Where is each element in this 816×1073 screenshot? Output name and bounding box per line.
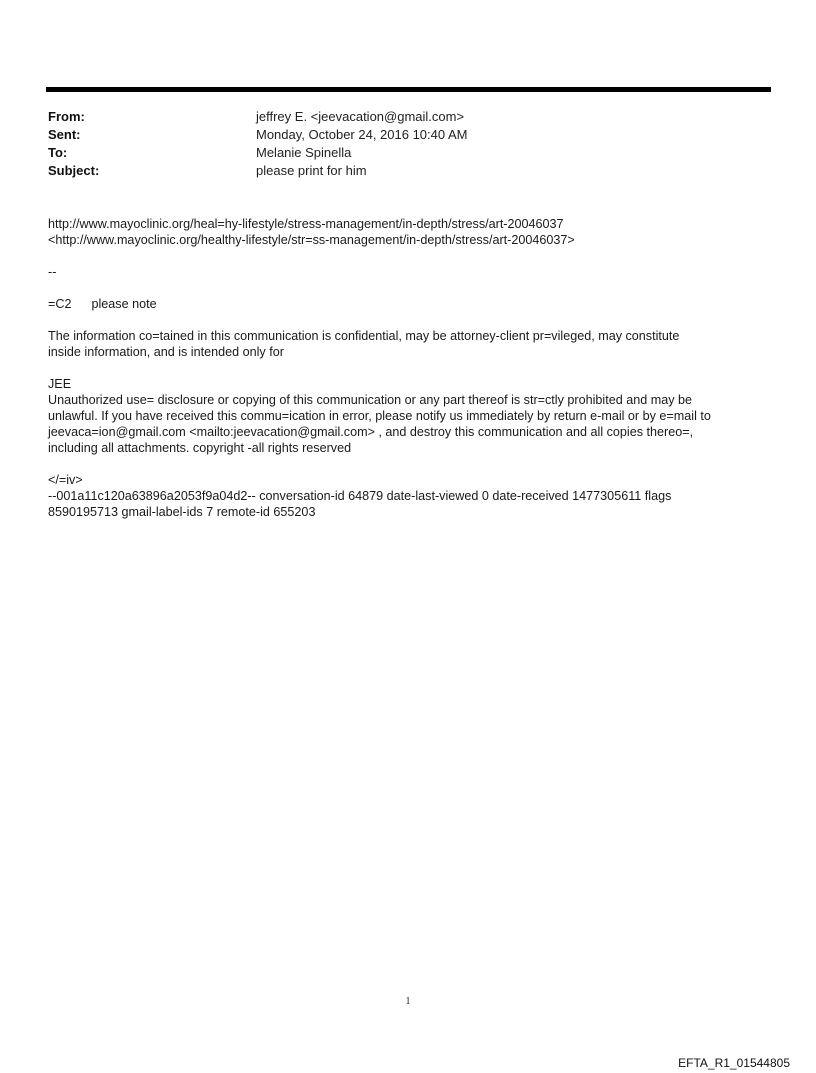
unauthorized-line-3: jeevaca=ion@gmail.com <mailto:jeevacation@gmail.com> , and destroy this communication and all copies thereo=, xyxy=(48,425,694,439)
document-id: EFTA_R1_01544805 xyxy=(678,1056,790,1070)
sent-value: Monday, October 24, 2016 10:40 AM xyxy=(256,127,468,142)
jee-line: JEE xyxy=(48,377,72,391)
sent-row xyxy=(48,126,768,144)
meta-line-1: --001a11c120a63896a2053f9a04d2-- conversation-id 64879 date-last-viewed 0 date-received 1477305611 flags xyxy=(48,489,672,503)
note-text: please note xyxy=(91,297,157,311)
page-number: 1 xyxy=(405,996,411,1007)
subject-row xyxy=(48,162,768,180)
confidential-line-1: The information co=tained in this communication is confidential, may be attorney-client pr=vileged, may constitute xyxy=(48,329,680,343)
separator-line: -- xyxy=(48,265,57,279)
url-line-1: http://www.mayoclinic.org/heal=hy-lifestyle/stress-management/in-depth/stress/art-20046037 xyxy=(48,217,564,231)
email-body xyxy=(48,216,778,520)
to-row xyxy=(48,144,768,162)
from-row xyxy=(48,108,768,126)
note-prefix: =C2 xyxy=(48,297,72,311)
unauthorized-line-4: including all attachments. copyright -all rights reserved xyxy=(48,441,352,455)
subject-label: Subject: xyxy=(48,163,100,178)
from-label: From: xyxy=(48,109,85,124)
note-line xyxy=(48,296,778,312)
email-header xyxy=(48,108,768,180)
from-value: jeffrey E. <jeevacation@gmail.com> xyxy=(256,109,465,124)
url-line-2: <http://www.mayoclinic.org/healthy-lifestyle/str=ss-management/in-depth/stress/art-20046037> xyxy=(48,233,575,247)
to-label: To: xyxy=(48,145,68,160)
subject-value: please print for him xyxy=(256,163,367,178)
unauthorized-line-2: unlawful. If you have received this commu=ication in error, please notify us immediately by return e-mail or by e=mail to xyxy=(48,409,711,423)
header-divider xyxy=(46,87,771,92)
meta-line-2: 8590195713 gmail-label-ids 7 remote-id 655203 xyxy=(48,505,316,519)
to-value: Melanie Spinella xyxy=(256,145,352,160)
unauthorized-line-1: Unauthorized use= disclosure or copying of this communication or any part thereof is str=ctly prohibited and may be xyxy=(48,393,693,407)
sent-label: Sent: xyxy=(48,127,81,142)
confidential-line-2: inside information, and is intended only for xyxy=(48,345,284,359)
div-close-line: </=iv> xyxy=(48,473,83,487)
